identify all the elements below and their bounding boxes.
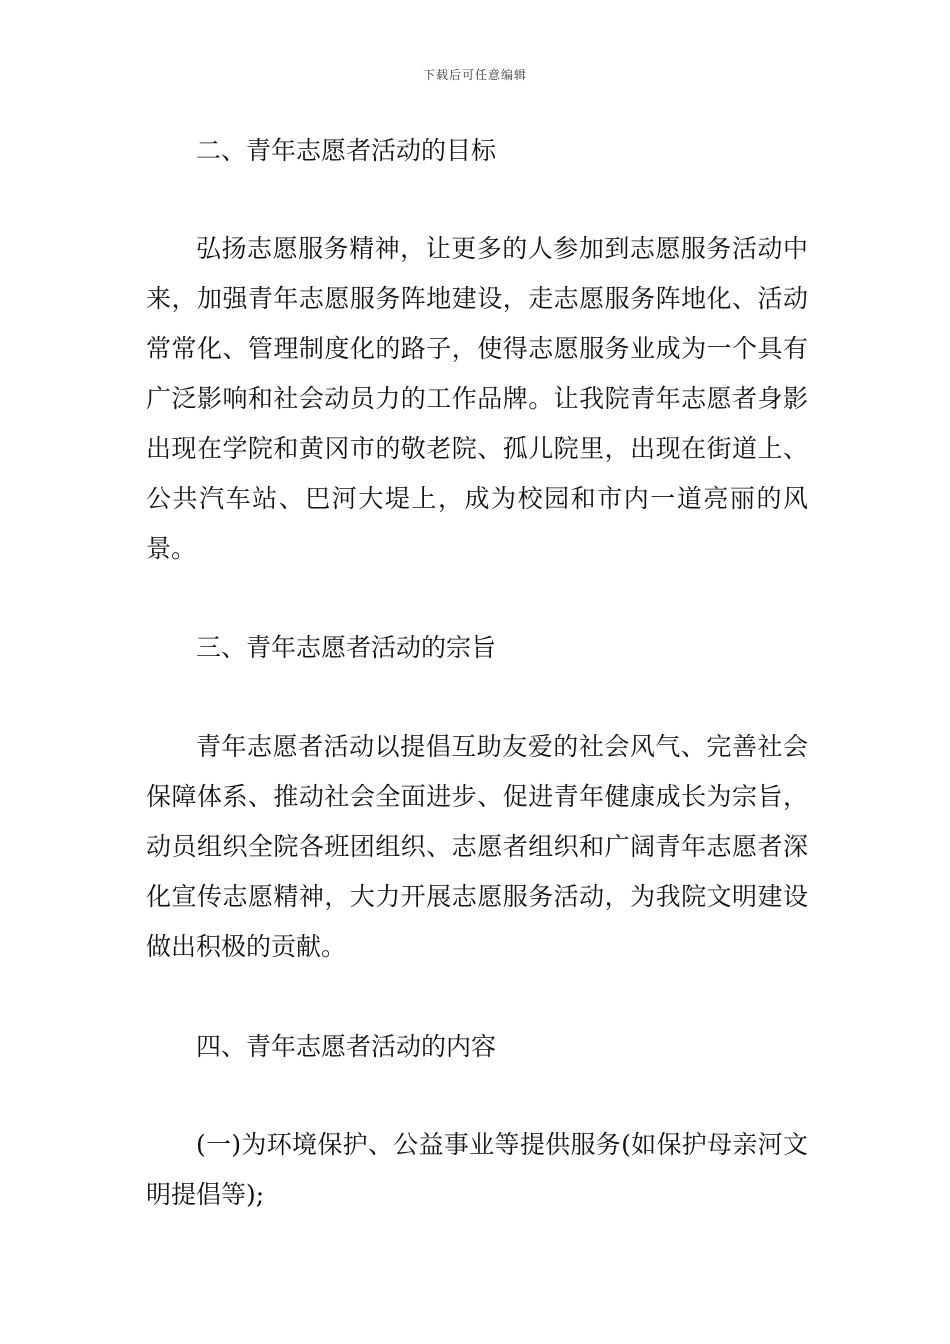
section-paragraph-content: (一)为环境保护、公益事业等提供服务(如保护母亲河文明提倡等); bbox=[146, 1130, 808, 1209]
page-header-note: 下载后可任意编辑 bbox=[422, 68, 527, 82]
section-heading-purpose: 三、青年志愿者活动的宗旨 bbox=[196, 633, 497, 662]
section-paragraph-goals: 弘扬志愿服务精神，让更多的人参加到志愿服务活动中来，加强青年志愿服务阵地建设，走志愿服务阵地化、活动常常化、管理制度化的路子，使得志愿服务业成为一个具有广泛影响和社会动员力的工作品牌。让我院青年志愿者身影出现在学院和黄冈市的敬老院、孤儿院里，出现在街道上、公共汽车站、巴河大堤上，成为校园和市内一道亮丽的风景。 bbox=[146, 234, 808, 563]
section-paragraph-purpose: 青年志愿者活动以提倡互助友爱的社会风气、完善社会保障体系、推动社会全面进步、促进青年健康成长为宗旨，动员组织全院各班团组织、志愿者组织和广阔青年志愿者深化宣传志愿精神，大力开展志愿服务活动，为我院文明建设做出积极的贡献。 bbox=[146, 732, 808, 961]
section-heading-content: 四、青年志愿者活动的内容 bbox=[196, 1032, 497, 1061]
section-heading-goals: 二、青年志愿者活动的目标 bbox=[196, 136, 497, 165]
